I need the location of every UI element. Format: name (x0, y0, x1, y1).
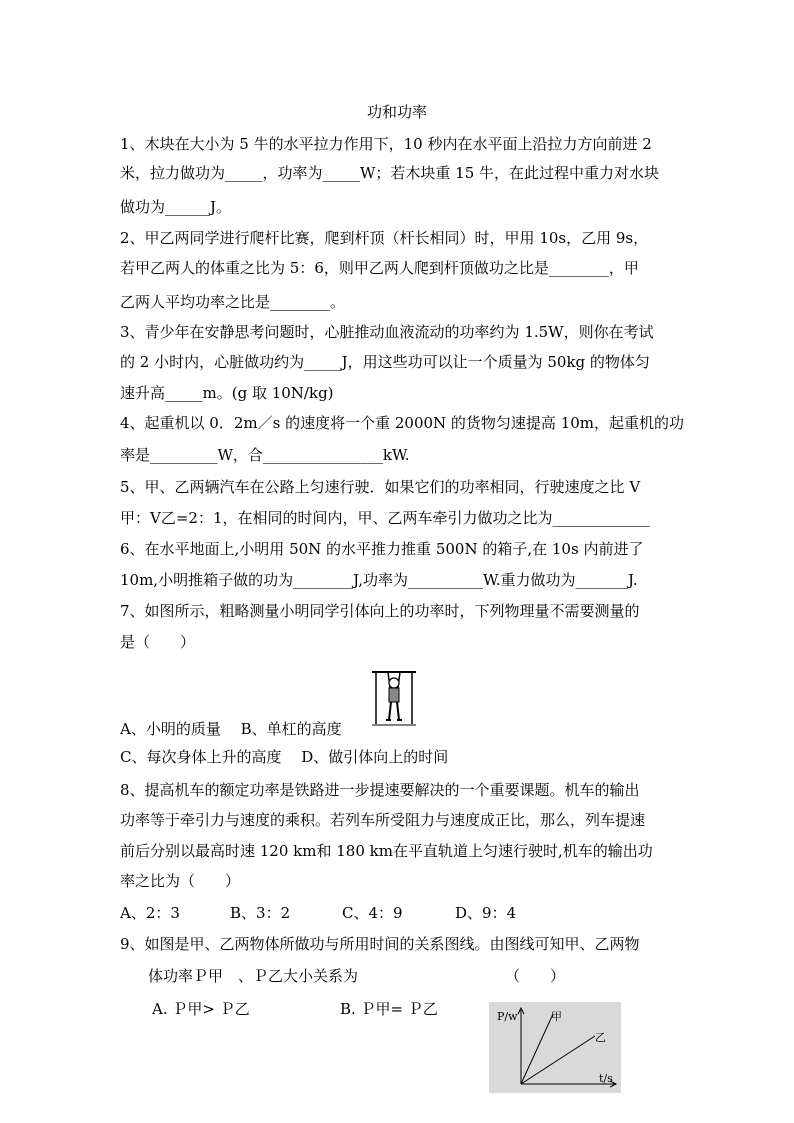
q4-line-1: 4、起重机以 0．2m／s 的速度将一个重 2000N 的货物匀速提高 10m，起重机的功 (120, 414, 685, 432)
q8-option-b: B、3：2 (230, 904, 291, 922)
power-time-graph (489, 1002, 621, 1093)
q1-line-1: 1、木块在大小为 5 牛的水平拉力作用下，10 秒内在水平面上沿拉力方向前进 2 (120, 135, 652, 153)
q8-line-2: 功率等于牵引力与速度的乘积。若列车所受阻力与速度成正比，那么，列车提速 (120, 811, 646, 829)
q9-line-2: 体功率Ｐ甲 、Ｐ乙大小关系为 (148, 967, 359, 985)
q2-line-2: 若甲乙两人的体重之比为 5：6，则甲乙两人爬到杆顶做功之比是________，甲 (120, 259, 639, 277)
q1-line-3: 做功为______J。 (120, 198, 232, 216)
q5-line-2: 甲：V乙=2：1，在相同的时间内，甲、乙两车牵引力做功之比为_____________ (120, 509, 650, 527)
graph-y-label: P/w (497, 1010, 518, 1023)
q3-line-2: 的 2 小时内，心脏做功约为_____J，用这些功可以让一个质量为 50kg 的物体匀 (120, 353, 650, 371)
q6-line-2: 10m,小明推箱子做的功为________J,功率为__________W.重力做功为_______J. (120, 571, 638, 589)
q9-option-b: B. Ｐ甲= Ｐ乙 (340, 1000, 438, 1018)
graph-label-jia: 甲 (551, 1010, 562, 1023)
page-title: 功和功率 (366, 103, 427, 121)
q7-line-2: 是（ ） (120, 633, 196, 651)
q2-line-1: 2、甲乙两同学进行爬杆比赛，爬到杆顶（杆长相同）时，甲用 10s，乙用 9s， (120, 229, 649, 247)
graph-x-label: t/s (599, 1072, 613, 1085)
q7-options-cd: C、每次身体上升的高度 D、做引体向上的时间 (120, 748, 449, 766)
q6-line-1: 6、在水平地面上,小明用 50N 的水平推力推重 500N 的箱子,在 10s 内前进了 (120, 540, 644, 558)
q5-line-1: 5、甲、乙两辆汽车在公路上匀速行驶．如果它们的功率相同，行驶速度之比 V (120, 478, 641, 496)
q8-option-c: C、4：9 (342, 904, 403, 922)
q7-line-1: 7、如图所示，粗略测量小明同学引体向上的功率时，下列物理量不需要测量的 (120, 602, 640, 620)
q8-line-4: 率之比为（ ） (120, 872, 241, 890)
q3-line-3: 速升高_____m。(g 取 10N/kg) (120, 384, 334, 402)
q4-line-2: 率是_________W，合________________kW. (120, 446, 410, 464)
q8-line-1: 8、提高机车的额定功率是铁路进一步提速要解决的一个重要课题。机车的输出 (120, 781, 640, 799)
q3-line-1: 3、青少年在安静思考问题时，心脏推动血液流动的功率约为 1.5W，则你在考试 (120, 323, 654, 341)
graph-label-yi: 乙 (595, 1031, 606, 1044)
q1-line-2: 米，拉力做功为_____，功率为_____W；若木块重 15 牛，在此过程中重力对水块 (120, 164, 660, 182)
q9-answer-bracket: （ ） (505, 967, 566, 985)
q2-line-3: 乙两人平均功率之比是________。 (120, 293, 346, 311)
q9-line-1: 9、如图是甲、乙两物体所做功与所用时间的关系图线。由图线可知甲、乙两物 (120, 935, 640, 953)
q9-option-a: A. Ｐ甲> Ｐ乙 (152, 1000, 250, 1018)
q8-option-d: D、9：4 (455, 904, 517, 922)
q8-line-3: 前后分别以最高时速 120 km和 180 km在平直轨道上匀速行驶时,机车的输出功 (120, 842, 653, 860)
pull-up-figure (370, 668, 418, 728)
q7-options-ab: A、小明的质量 B、单杠的高度 (120, 720, 342, 738)
q8-option-a: A、2：3 (120, 904, 180, 922)
